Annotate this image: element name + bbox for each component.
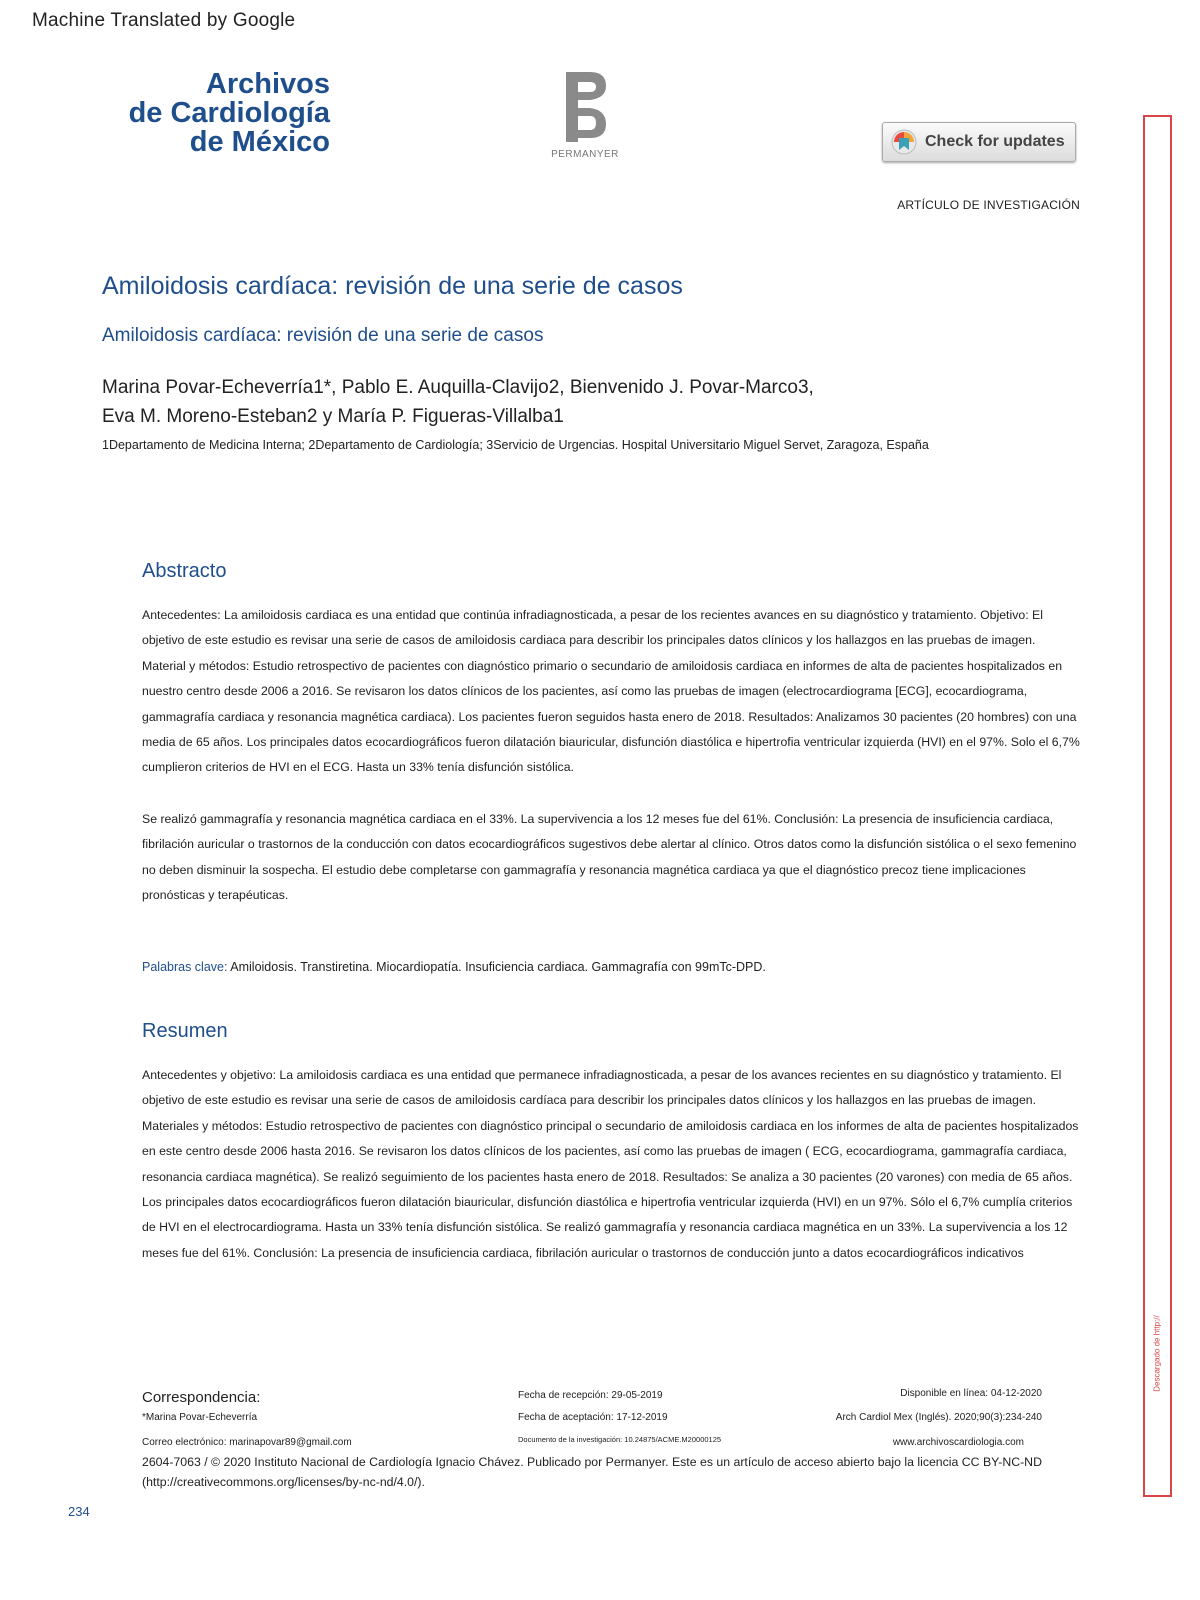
publisher-name: PERMANYER (551, 149, 619, 160)
article-type: ARTÍCULO DE INVESTIGACIÓN (897, 198, 1080, 212)
doi-text[interactable]: Documento de la investigación: 10.24875/ACME.M20000125 (518, 1435, 722, 1444)
article-title: Amiloidosis cardíaca: revisión de una serie de casos (102, 272, 683, 300)
received-date: Fecha de recepción: 29-05-2019 (518, 1390, 663, 1401)
correspondence-name: *Marina Povar-Echeverría (142, 1412, 258, 1423)
permanyer-logo-icon (560, 70, 610, 142)
keywords-text: Amiloidosis. Transtiretina. Miocardiopatía. Insuficiencia cardiaca. Gammagrafía con 99mTc-DPD. (230, 960, 766, 974)
journal-logo-line2: de Cardiología (128, 97, 330, 129)
journal-logo (100, 70, 330, 157)
keywords-label: Palabras clave: (142, 960, 228, 974)
side-download-frame (1143, 115, 1172, 1497)
license-text: 2604-7063 / © 2020 Instituto Nacional de Cardiología Ignacio Chávez. Publicado por Permanyer. Este es un artículo de acceso abierto bajo la licencia CC BY-NC-ND (http://creativecommons.org/licenses/by-nc-nd/4.0/). (142, 1455, 1042, 1489)
side-download-stamp (1145, 1315, 1169, 1395)
correspondence-heading: Correspondencia: (142, 1389, 261, 1406)
journal-logo-line1: Archivos (205, 68, 330, 100)
correspondence-email[interactable]: Correo electrónico: marinapovar89@gmail.com (142, 1437, 352, 1448)
publisher-logo (545, 70, 625, 160)
abstract-paragraph-2: Se realizó gammagrafía y resonancia magnética cardiaca en el 33%. La supervivencia a los 12 meses fue del 61%. Conclusión: La presencia de insuficiencia cardiaca, fibrilación auricular o trastornos de la conducción con datos ecocardiográficos sugestivos debe alertar al clínico. Otros datos como la disfunción sistólica o el sexo femenino no deben disminuir la sospecha. El estudio debe completarse con gammagrafía y resonancia magnética cardiaca ya que el diagnóstico precoz tiene implicaciones pronósticas y terapéuticas. (142, 812, 1077, 903)
resumen-paragraph: Antecedentes y objetivo: La amiloidosis cardiaca es una entidad que permanece infradiagnosticada, a pesar de los avances recientes en su diagnóstico y tratamiento. El objetivo de este estudio es revisar una serie de casos de amiloidosis cardíaca para describir los principales datos clínicos y los hallazgos en las pruebas de imagen. Materiales y métodos: Estudio retrospectivo de pacientes con diagnóstico principal o secundario de amiloidosis cardiaca en los informes de alta de pacientes hospitalizados en este centro desde 2006 hasta 2016. Se revisaron los datos clínicos de los pacientes, así como las pruebas de imagen ( ECG, ecocardiograma, gammagrafía cardiaca, resonancia cardiaca magnética). Se realizó seguimiento de los pacientes hasta enero de 2018. Resultados: Se analiza a 30 pacientes (20 varones) con media de 65 años. Los principales datos ecocardiográficos fueron dilatación biauricular, disfunción diastólica e hipertrofia ventricular izquierda (HVI) en un 97%. Sólo el 6,7% cumplía criterios de HVI en el electrocardiograma. Hasta un 33% tenía disfunción sistólica. Se realizó gammagrafía y resonancia cardiaca magnética en un 33%. La supervivencia a los 12 meses fue del 61%. Conclusión: La presencia de insuficiencia cardiaca, fibrilación auricular o trastornos de conducción junto a datos ecocardiográficos indicativos (142, 1068, 1079, 1260)
crossmark-icon (891, 129, 917, 155)
machine-translated-label: Machine Translated by Google (32, 10, 296, 31)
abstract-paragraph-1: Antecedentes: La amiloidosis cardiaca es una entidad que continúa infradiagnosticada, a pesar de los recientes avances en su diagnóstico y tratamiento. Objetivo: El objetivo de este estudio es revisar una serie de casos de amiloidosis cardiaca para describir los principales datos clínicos y los hallazgos en las pruebas de imagen. Material y métodos: Estudio retrospectivo de pacientes con diagnóstico primario o secundario de amiloidosis cardiaca en informes de alta de pacientes hospitalizados en nuestro centro desde 2006 a 2016. Se revisaron los datos clínicos de los pacientes, así como las pruebas de imagen (electrocardiograma [ECG], ecocardiograma, gammagrafía cardiaca y resonancia magnética cardiaca). Los pacientes fueron seguidos hasta enero de 2018. Resultados: Analizamos 30 pacientes (20 hombres) con una media de 65 años. Los principales datos ecocardiográficos fueron dilatación biauricular, disfunción diastólica e hipertrofia ventricular izquierda (HVI) en el 97%. Solo el 6,7% cumplieron criterios de HVI en el ECG. Hasta un 33% tenía disfunción sistólica. (142, 608, 1080, 775)
journal-website[interactable]: www.archivoscardiologia.com (892, 1437, 1024, 1448)
affiliations: 1Departamento de Medicina Interna; 2Departamento de Cardiología; 3Servicio de Urgencias. Hospital Universitario Miguel Servet, Zaragoza, España (102, 438, 929, 452)
resumen-heading: Resumen (142, 1020, 228, 1042)
page-number: 234 (68, 1504, 90, 1519)
accepted-date: Fecha de aceptación: 17-12-2019 (518, 1412, 668, 1423)
author-list: Marina Povar-Echeverría1*, Pablo E. Auquilla-Clavijo2, Bienvenido J. Povar-Marco3, Eva M. Moreno-Esteban2 y María P. Figueras-Villalba1 (102, 377, 814, 427)
keywords (142, 960, 766, 974)
journal-logo-line3: de México (189, 126, 330, 158)
check-for-updates-label: Check for updates (925, 133, 1065, 150)
citation: Arch Cardiol Mex (Inglés). 2020;90(3):234-240 (835, 1412, 1042, 1423)
side-download-text: Descargado de http:// (1152, 1315, 1162, 1392)
check-for-updates-button[interactable] (882, 122, 1076, 162)
online-date: Disponible en línea: 04-12-2020 (900, 1388, 1042, 1399)
abstract-heading: Abstracto (142, 560, 227, 582)
article-subtitle: Amiloidosis cardíaca: revisión de una serie de casos (102, 325, 544, 346)
